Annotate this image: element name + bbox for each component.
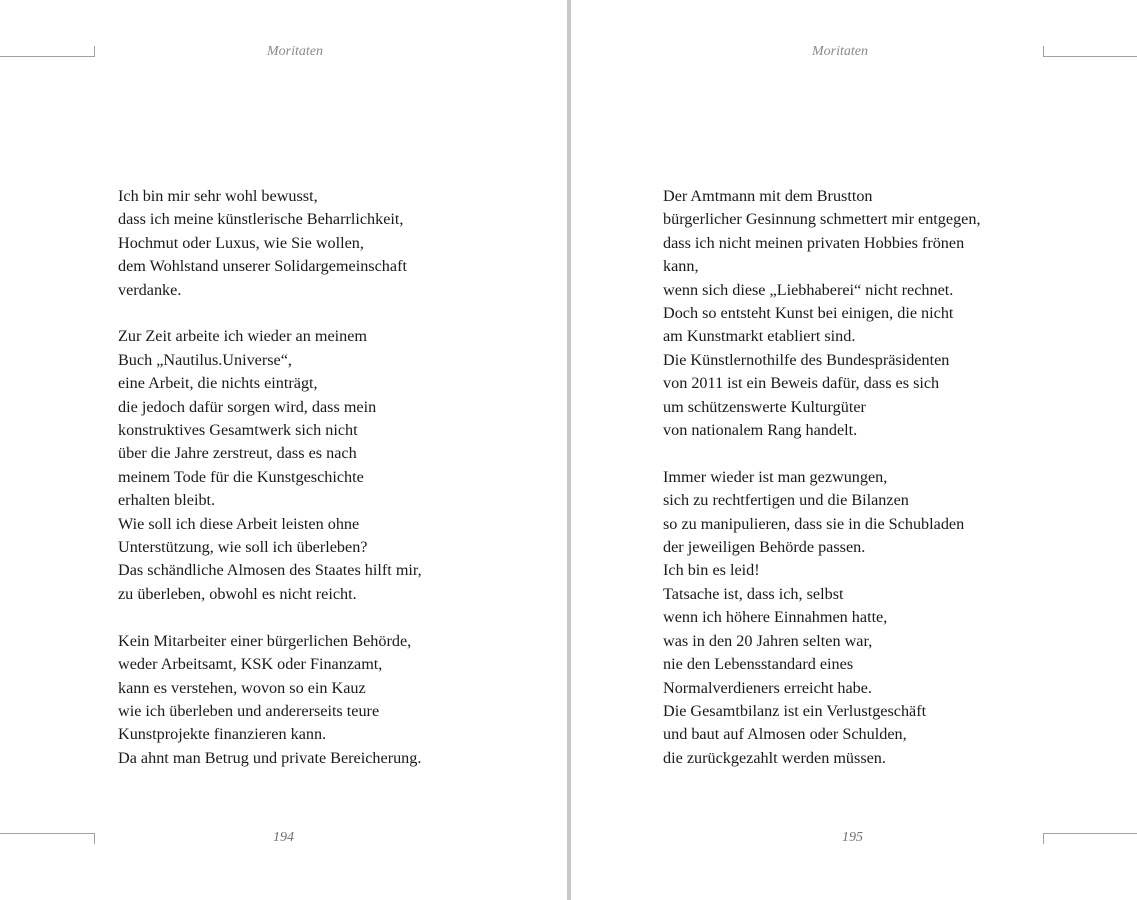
text-line: über die Jahre zerstreut, dass es nach xyxy=(118,444,357,463)
text-line: verdanke. xyxy=(118,280,182,299)
text-line: eine Arbeit, die nichts einträgt, xyxy=(118,374,318,393)
text-line: Tatsache ist, dass ich, selbst xyxy=(663,584,844,603)
left-page-text xyxy=(118,185,422,794)
crop-mark xyxy=(0,833,95,834)
text-line: bürgerlicher Gesinnung schmettert mir entgegen, xyxy=(663,210,981,229)
text-line: Buch „Nautilus.Universe“, xyxy=(118,350,292,369)
text-line: Doch so entsteht Kunst bei einigen, die nicht xyxy=(663,304,954,323)
text-line: weder Arbeitsamt, KSK oder Finanzamt, xyxy=(118,655,383,674)
text-line: Wie soll ich diese Arbeit leisten ohne xyxy=(118,514,360,533)
text-line: Normalverdieners erreicht habe. xyxy=(663,678,872,697)
crop-mark xyxy=(0,56,95,57)
text-line: Da ahnt man Betrug und private Bereicherung. xyxy=(118,748,422,767)
page-number-right: 195 xyxy=(842,830,863,845)
text-line: erhalten bleibt. xyxy=(118,491,216,510)
text-line: kann, xyxy=(663,257,699,276)
text-line: und baut auf Almosen oder Schulden, xyxy=(663,725,907,744)
text-line: Ich bin mir sehr wohl bewusst, xyxy=(118,187,318,205)
text-line: Immer wieder ist man gezwungen, xyxy=(663,467,888,486)
crop-mark xyxy=(94,833,95,844)
text-line: die jedoch dafür sorgen wird, dass mein xyxy=(118,397,377,416)
text-line: wenn sich diese „Liebhaberei“ nicht rechnet. xyxy=(663,280,954,299)
crop-mark xyxy=(1043,833,1137,834)
page-number-left: 194 xyxy=(273,830,294,845)
text-line: dem Wohlstand unserer Solidargemeinschaft xyxy=(118,257,407,276)
paragraph xyxy=(663,185,981,442)
text-line: meinem Tode für die Kunstgeschichte xyxy=(118,467,364,486)
text-line: um schützenswerte Kulturgüter xyxy=(663,397,866,416)
text-line: dass ich meine künstlerische Beharrlichkeit, xyxy=(118,210,404,229)
right-page-text xyxy=(663,185,981,794)
text-line: Zur Zeit arbeite ich wieder an meinem xyxy=(118,327,367,346)
text-line: so zu manipulieren, dass sie in die Schubladen xyxy=(663,514,965,533)
paragraph xyxy=(118,185,422,302)
paragraph xyxy=(118,630,422,770)
text-line: von nationalem Rang handelt. xyxy=(663,421,858,440)
text-line: zu überleben, obwohl es nicht reicht. xyxy=(118,584,357,603)
crop-mark xyxy=(1043,46,1044,57)
text-line: Hochmut oder Luxus, wie Sie wollen, xyxy=(118,233,364,252)
text-line: Die Gesamtbilanz ist ein Verlustgeschäft xyxy=(663,701,927,720)
text-line: kann es verstehen, wovon so ein Kauz xyxy=(118,678,366,697)
text-line: dass ich nicht meinen privaten Hobbies frönen xyxy=(663,233,965,252)
running-header-left: Moritaten xyxy=(267,44,323,59)
text-line: Das schändliche Almosen des Staates hilft mir, xyxy=(118,561,422,580)
text-line: Die Künstlernothilfe des Bundespräsidenten xyxy=(663,350,950,369)
paragraph xyxy=(663,466,981,770)
text-line: konstruktives Gesamtwerk sich nicht xyxy=(118,421,358,440)
text-line: wie ich überleben und andererseits teure xyxy=(118,701,380,720)
text-line: die zurückgezahlt werden müssen. xyxy=(663,748,886,767)
text-line: von 2011 ist ein Beweis dafür, dass es sich xyxy=(663,374,940,393)
book-gutter xyxy=(567,0,571,900)
text-line: der jeweiligen Behörde passen. xyxy=(663,538,866,557)
text-line: Unterstützung, wie soll ich überleben? xyxy=(118,538,368,557)
crop-mark xyxy=(1043,56,1137,57)
running-header-right: Moritaten xyxy=(812,44,868,59)
text-line: wenn ich höhere Einnahmen hatte, xyxy=(663,608,888,627)
text-line: Kein Mitarbeiter einer bürgerlichen Behörde, xyxy=(118,631,412,650)
crop-mark xyxy=(1043,833,1044,844)
text-line: Kunstprojekte finanzieren kann. xyxy=(118,725,327,744)
text-line: am Kunstmarkt etabliert sind. xyxy=(663,327,856,346)
text-line: nie den Lebensstandard eines xyxy=(663,655,854,674)
text-line: was in den 20 Jahren selten war, xyxy=(663,631,873,650)
text-line: Ich bin es leid! xyxy=(663,561,760,580)
text-line: Der Amtmann mit dem Brustton xyxy=(663,187,873,205)
text-line: sich zu rechtfertigen und die Bilanzen xyxy=(663,491,909,510)
crop-mark xyxy=(94,46,95,57)
paragraph xyxy=(118,325,422,606)
